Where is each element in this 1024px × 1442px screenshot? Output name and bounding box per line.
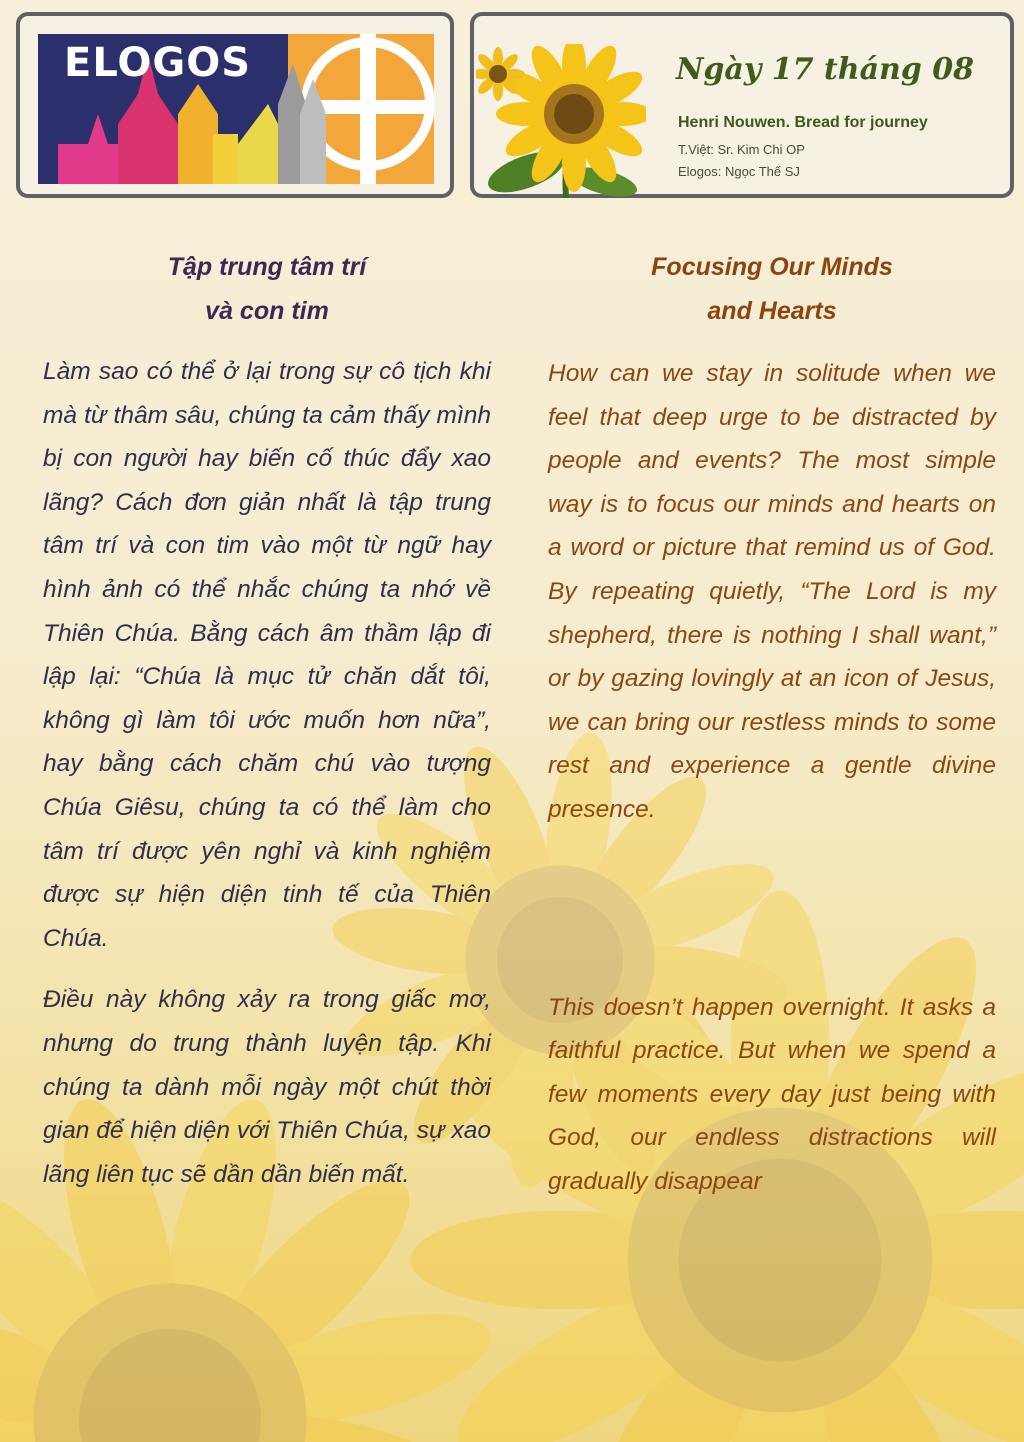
- logo-wordmark: ELOGOS: [64, 40, 252, 86]
- vietnamese-title-line: và con tim: [205, 296, 329, 325]
- info-box: [470, 12, 1014, 198]
- elogos-logo: [38, 34, 434, 184]
- vietnamese-column: [43, 246, 491, 1196]
- editor-credit: Elogos: Ngọc Thế SJ: [678, 164, 800, 179]
- vietnamese-paragraph: Làm sao có thể ở lại trong sự cô tịch khi mà từ thâm sâu, chúng ta cảm thấy mình bị con người hay biến cố thúc đẩy xao lãng? Cách đơn giản nhất là tập trung tâm trí và con tim vào một từ ngữ hay hình ảnh có thể nhắc chúng ta nhớ về Thiên Chúa. Bằng cách âm thầm lập đi lập lại: “Chúa là mục tử chăn dắt tôi, không gì làm tôi ước muốn hơn nữa”, hay bằng cách chăm chú vào tượng Chúa Giêsu, chúng ta có thể làm cho tâm trí được yên nghỉ và kinh nghiệm được sự hiện diện tinh tế của Thiên Chúa.: [43, 358, 491, 952]
- english-title-line: Focusing Our Minds: [651, 253, 893, 281]
- english-title: [548, 246, 996, 334]
- english-column: [548, 246, 996, 1204]
- english-title-line: and Hearts: [707, 296, 837, 325]
- sunflower-icon: [476, 44, 646, 198]
- vietnamese-paragraph: Điều này không xảy ra trong giấc mơ, nhưng do trung thành luyện tập. Khi chúng ta dành mỗi ngày một chút thời gian để hiện diện với Thiên Chúa, sự xao lãng liên tục sẽ dần dần biến mất.: [43, 986, 491, 1188]
- english-paragraph: How can we stay in solitude when we feel that deep urge to be distracted by people and events? The most simple way is to focus our minds and hearts on a word or picture that remind us of God. By repeating quietly, “The Lord is my shepherd, there is nothing I shall want,” or by gazing lovingly at an icon of Jesus, we can bring our restless minds to some rest and experience a gentle divine presence.: [548, 360, 996, 823]
- vietnamese-title: [43, 246, 491, 334]
- book-title: Henri Nouwen. Bread for journey: [678, 114, 928, 131]
- date-title: Ngày 17 tháng 08: [676, 52, 974, 87]
- translator-credit: T.Việt: Sr. Kim Chi OP: [678, 142, 805, 157]
- english-paragraph: This doesn’t happen overnight. It asks a faithful practice. But when we spend a few moments every day just being with God, our endless distractions will gradually disappear: [548, 993, 996, 1195]
- vietnamese-title-line: Tập trung tâm trí: [167, 253, 367, 281]
- logo-box: [16, 12, 454, 198]
